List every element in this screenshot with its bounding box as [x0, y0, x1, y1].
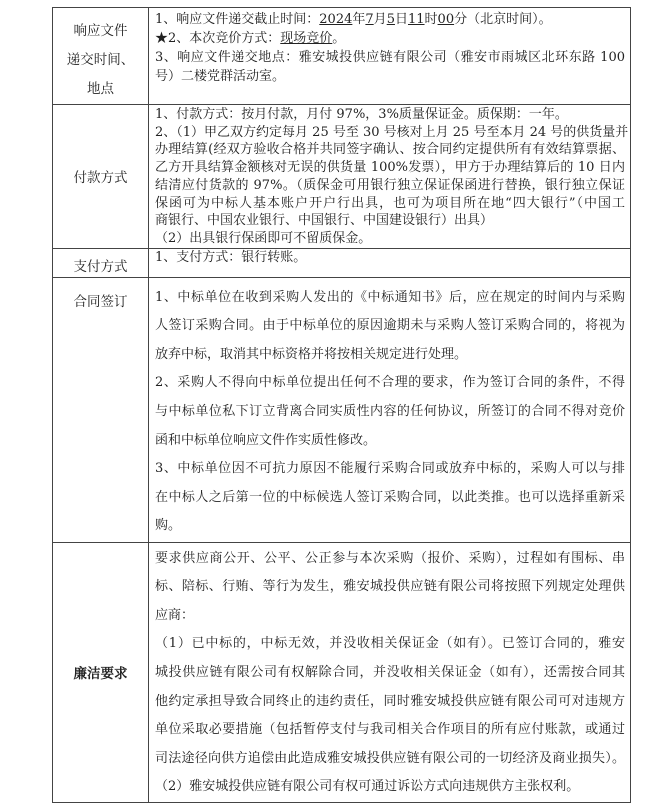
label-submission — [53, 8, 149, 105]
label-line: 地点 — [87, 81, 114, 97]
text-line: 2、采购人不得向中标单位提出任何不合理的要求，作为签订合同的条件，不得 — [155, 375, 625, 391]
text-line: 购。 — [155, 518, 182, 534]
text-line: 标、陪标、行贿、等行为发生，雅安城投供应链有限公司将按照下列规定处理供 — [155, 579, 625, 595]
text: 月 — [373, 12, 387, 27]
document-table — [52, 7, 631, 803]
label-line: 递交时间、 — [66, 52, 135, 68]
text-line: 1、付款方式：按月付款，月付 97%，3%质量保证金。质保期：一年。 — [155, 107, 568, 122]
text: 1、响应文件递交截止时间： — [155, 12, 320, 27]
row-submission — [53, 8, 631, 105]
bidding-method-line — [155, 29, 625, 48]
label-contract: 合同签订 — [53, 277, 149, 542]
deadline-month: 7 — [365, 12, 374, 27]
row-contract — [53, 277, 631, 542]
text-line: 单位采取必要措施（包括暂停支付与我司相关合作项目的所有应付账款，或通过 — [155, 722, 625, 738]
text-line: 函和中标单位响应文件作实质性修改。 — [155, 432, 377, 448]
text-line: 他约定承担导致合同终止的违约责任，同时雅安城投供应链有限公司可对违规方 — [155, 693, 625, 709]
text: 时 — [424, 12, 438, 27]
text-line: 办理结算(经双方验收合格并共同签字确认、按合同约定提供所有有效结算票据、 — [155, 142, 625, 158]
label-payment: 付款方式 — [53, 105, 149, 249]
text-line: 号）二楼党群活动室。 — [155, 69, 286, 84]
text-line: 人签订采购合同。由于中标单位的原因逾期未与采购人签订采购合同的，将视为 — [155, 318, 625, 334]
text-line: 城投供应链有限公司有权解除合同，并没收相关保证金（如有），还需按合同其 — [155, 665, 625, 680]
text: 。 — [332, 31, 346, 46]
text-line: 司法途径向供方追偿由此造成雅安城投供应链有限公司的一切经济及商业损失）。 — [155, 750, 625, 766]
content-payment — [149, 105, 631, 249]
row-payment — [53, 105, 631, 249]
content-integrity — [149, 542, 631, 802]
deadline-line — [155, 10, 625, 29]
bidding-method: 现场竞价 — [280, 31, 333, 46]
row-integrity — [53, 542, 631, 802]
text: 日 — [394, 12, 408, 27]
text-line: 3、中标单位因不可抗力原因不能履行采购合同或放弃中标的，采购人可以与排 — [155, 461, 625, 477]
text-line: 应商： — [155, 607, 195, 623]
text-line: 与中标单位私下订立背离合同实质性内容的任何协议，所签订的合同不得对竞价 — [155, 404, 625, 419]
label-pay-method: 支付方式 — [53, 248, 149, 277]
text: 分（北京时间）。 — [454, 12, 552, 27]
text-line: 结清应付货款的 97%。（质保金可用银行独立保证保函进行替换，银行独立保证 — [155, 177, 625, 193]
deadline-hour: 11 — [407, 12, 425, 27]
deadline-day: 5 — [386, 12, 395, 27]
text-line: 商银行、中国农业银行、中国银行、中国建设银行）出具） — [155, 213, 494, 229]
text-line: 要求供应商公开、公平、公正参与本次采购（报价、采购），过程如有围标、串 — [155, 550, 625, 566]
content-pay-method — [149, 248, 631, 277]
text-line: 1、中标单位在收到采购人发出的《中标通知书》后，应在规定的时间内与采购 — [155, 289, 625, 305]
row-pay-method — [53, 248, 631, 277]
content-contract — [149, 277, 631, 542]
text: 年 — [352, 12, 366, 27]
label-integrity: 廉洁要求 — [53, 542, 149, 802]
text-line: （2）出具银行保函即可不留质保金。 — [155, 230, 372, 246]
deadline-minute: 00 — [437, 12, 455, 27]
text-line: （2）雅安城投供应链有限公司有权可通过诉讼方式向违规供方主张权利。 — [155, 779, 580, 795]
text-line: 在中标人之后第一位的中标候选人签订采购合同，以此类推。也可以选择重新采 — [155, 489, 625, 505]
text-line: 2、（1）甲乙双方约定每月 25 号至 30 号核对上月 25 号至本月 24 号的供货量并 — [155, 124, 629, 140]
deadline-year: 2024 — [319, 12, 353, 27]
text-line: （1）已中标的，中标无效，并没收相关保证金（如有）。已签订合同的，雅安 — [155, 636, 625, 652]
text: ★2、本次竞价方式： — [155, 31, 281, 46]
content-submission — [149, 8, 631, 105]
text-line: 1、支付方式：银行转账。 — [155, 249, 307, 265]
text-line: 保函可为中标人基本账户开户行出具，也可为项目所在地“四大银行”（中国工 — [155, 195, 625, 211]
text-line: 放弃中标，取消其中标资格并将按相关规定进行处理。 — [155, 346, 468, 362]
text-line: 乙方开具结算金额核对无误的供货量 100%发票），甲方于办理结算后的 10 日内 — [155, 160, 625, 176]
text-line: 3、响应文件递交地点：雅安城投供应链有限公司（雅安市雨城区北环东路 100 — [155, 50, 625, 65]
label-line: 响应文件 — [73, 23, 128, 39]
